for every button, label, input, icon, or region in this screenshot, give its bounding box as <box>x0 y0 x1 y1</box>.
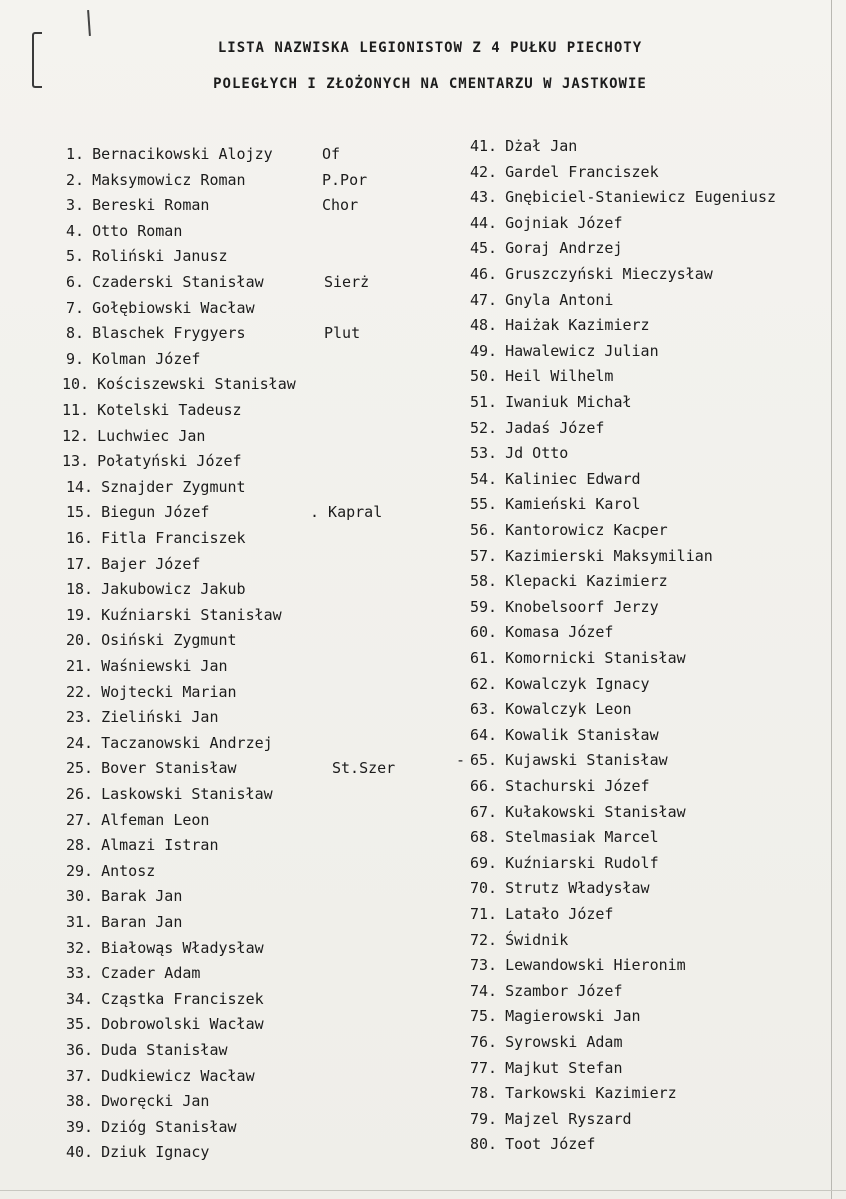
list-item <box>66 859 155 883</box>
list-item <box>66 833 219 857</box>
entry-number: 62. <box>470 675 498 693</box>
entry-name: Kowalczyk Leon <box>505 700 632 718</box>
list-item <box>66 244 228 268</box>
list-item <box>66 731 273 755</box>
list-item <box>66 296 255 320</box>
list-item <box>66 936 264 960</box>
entry-number: 49. <box>470 342 498 360</box>
entry-name: Kotelski Tadeusz <box>97 401 242 419</box>
entry-number: 33. <box>66 964 94 982</box>
entry-name: Knobelsoorf Jerzy <box>505 598 659 616</box>
list-item <box>470 1081 677 1105</box>
list-item <box>470 902 613 926</box>
list-item <box>66 526 246 550</box>
entry-number: 40. <box>66 1143 94 1161</box>
list-item <box>66 142 273 166</box>
entry-name: Czaderski Stanisław <box>92 273 264 291</box>
entry-name: Świdnik <box>505 931 569 949</box>
entry-name: Jd Otto <box>505 444 569 462</box>
entry-number: 10. <box>62 375 90 393</box>
entry-number: 19. <box>66 606 94 624</box>
entry-number: 35. <box>66 1015 94 1033</box>
entry-name: Jadaś Józef <box>505 419 605 437</box>
list-item <box>470 928 568 952</box>
list-item <box>470 595 659 619</box>
entry-number: 76. <box>470 1033 498 1051</box>
list-item <box>62 398 242 422</box>
entry-number: 47. <box>470 291 498 309</box>
entry-number: 21. <box>66 657 94 675</box>
rank-label: Of <box>322 145 341 163</box>
list-item <box>470 953 686 977</box>
entry-number: 65. <box>470 751 498 769</box>
entry-name: Gojniak Józef <box>505 214 623 232</box>
entry-number: 48. <box>470 316 498 334</box>
list-item <box>66 705 219 729</box>
entry-number: 61. <box>470 649 498 667</box>
list-item <box>470 339 659 363</box>
header-title-line1: LISTA NAZWISKA LEGIONISTOW Z 4 PUŁKU PIECHOTY <box>217 40 643 56</box>
list-item <box>66 577 246 601</box>
entry-name: Lewandowski Hieronim <box>505 956 686 974</box>
entry-number: 11. <box>62 401 90 419</box>
entry-number: 69. <box>470 854 498 872</box>
entry-name: Latało Józef <box>505 905 614 923</box>
entry-name: Komasa Józef <box>505 623 614 641</box>
entry-name: Kolman Józef <box>92 350 201 368</box>
list-item <box>66 961 200 985</box>
entry-name: Szambor Józef <box>505 982 623 1000</box>
list-item <box>470 1004 641 1028</box>
entry-number: 71. <box>470 905 498 923</box>
entry-number: 37. <box>66 1067 94 1085</box>
page-edge-right <box>831 0 832 1199</box>
entry-name: Blaschek Frygyers <box>92 324 246 342</box>
entry-number: 70. <box>470 879 498 897</box>
entry-name: Goraj Andrzej <box>505 239 623 257</box>
entry-name: Kantorowicz Kacper <box>505 521 668 539</box>
entry-name: Barak Jan <box>101 887 183 905</box>
entry-number: 46. <box>470 265 498 283</box>
list-item <box>470 569 668 593</box>
list-item <box>470 620 613 644</box>
entry-number: 80. <box>470 1135 498 1153</box>
entry-name: Magierowski Jan <box>505 1007 641 1025</box>
list-item <box>470 723 659 747</box>
list-item <box>66 1012 264 1036</box>
entry-number: 58. <box>470 572 498 590</box>
entry-number: 45. <box>470 239 498 257</box>
list-item <box>66 321 246 345</box>
entry-name: Kujawski Stanisław <box>505 751 668 769</box>
entry-name: Hawalewicz Julian <box>505 342 659 360</box>
entry-name: Heil Wilhelm <box>505 367 614 385</box>
entry-number: 26. <box>66 785 94 803</box>
entry-name: Wojtecki Marian <box>101 683 237 701</box>
entry-name: Gnębiciel-Staniewicz Eugeniusz <box>505 188 777 206</box>
rank-label: . Kapral <box>310 503 383 521</box>
entry-name: Tarkowski Kazimierz <box>505 1084 677 1102</box>
list-item <box>66 347 200 371</box>
entry-name: Sznajder Zygmunt <box>101 478 246 496</box>
rank-label: Sierż <box>324 273 370 291</box>
list-item <box>470 544 713 568</box>
list-item <box>470 467 641 491</box>
entry-number: 9. <box>66 350 85 368</box>
entry-number: 30. <box>66 887 94 905</box>
list-item <box>66 603 282 627</box>
entry-number: 16. <box>66 529 94 547</box>
entry-number: 67. <box>470 803 498 821</box>
entry-name: Strutz Władysław <box>505 879 650 897</box>
list-item <box>470 697 632 721</box>
entry-name: Toot Józef <box>505 1135 596 1153</box>
entry-number: 39. <box>66 1118 94 1136</box>
entry-name: Syrowski Adam <box>505 1033 623 1051</box>
entry-number: 55. <box>470 495 498 513</box>
entry-name: Gruszczyński Mieczysław <box>505 265 713 283</box>
entry-name: Luchwiec Jan <box>97 427 206 445</box>
entry-number: 18. <box>66 580 94 598</box>
list-item <box>66 1064 255 1088</box>
entry-name: Połatyński Józef <box>97 452 242 470</box>
entry-name: Komornicki Stanisław <box>505 649 686 667</box>
list-item <box>66 782 273 806</box>
list-item <box>66 219 182 243</box>
list-item <box>470 774 650 798</box>
list-item <box>66 168 246 192</box>
entry-number: 44. <box>470 214 498 232</box>
list-item <box>470 1056 623 1080</box>
entry-number: 68. <box>470 828 498 846</box>
list-item <box>66 1140 209 1164</box>
entry-name: Haiżak Kazimierz <box>505 316 650 334</box>
entry-number: 57. <box>470 547 498 565</box>
list-item <box>66 808 209 832</box>
entry-number: 25. <box>66 759 94 777</box>
entry-number: 20. <box>66 631 94 649</box>
list-item <box>470 288 613 312</box>
entry-number: 36. <box>66 1041 94 1059</box>
entry-name: Kuźniarski Stanisław <box>101 606 282 624</box>
entry-number: 8. <box>66 324 85 342</box>
entry-name: Gołębiowski Wacław <box>92 299 255 317</box>
list-item <box>66 987 264 1011</box>
list-item <box>470 313 650 337</box>
entry-name: Dobrowolski Wacław <box>101 1015 264 1033</box>
entry-name: Bajer Józef <box>101 555 201 573</box>
rank-label: Chor <box>322 196 359 214</box>
entry-number: 50. <box>470 367 498 385</box>
entry-name: Biegun Józef <box>101 503 210 521</box>
entry-number: 51. <box>470 393 498 411</box>
list-item <box>66 654 228 678</box>
entry-number: 54. <box>470 470 498 488</box>
entry-name: Kuźniarski Rudolf <box>505 854 659 872</box>
entry-number: 22. <box>66 683 94 701</box>
entry-name: Dziuk Ignacy <box>101 1143 210 1161</box>
list-item <box>66 680 237 704</box>
entry-name: Stelmasiak Marcel <box>505 828 659 846</box>
entry-number: 2. <box>66 171 85 189</box>
entry-number: 64. <box>470 726 498 744</box>
entry-name: Kazimierski Maksymilian <box>505 547 713 565</box>
entry-name: Dzióg Stanisław <box>101 1118 237 1136</box>
entry-name: Białowąs Władysław <box>101 939 264 957</box>
list-item <box>470 134 577 158</box>
list-item <box>62 424 205 448</box>
list-item <box>66 1038 228 1062</box>
entry-name: Kułakowski Stanisław <box>505 803 686 821</box>
list-item <box>470 492 641 516</box>
entry-number: 60. <box>470 623 498 641</box>
entry-name: Laskowski Stanisław <box>101 785 273 803</box>
entry-name: Roliński Janusz <box>92 247 228 265</box>
list-item <box>66 270 264 294</box>
entry-number: 23. <box>66 708 94 726</box>
entry-name: Dworęcki Jan <box>101 1092 210 1110</box>
entry-number: 56. <box>470 521 498 539</box>
list-item <box>66 884 182 908</box>
entry-name: Majzel Ryszard <box>505 1110 632 1128</box>
entry-name: Bernacikowski Alojzy <box>92 145 273 163</box>
list-item <box>456 748 668 772</box>
list-item <box>470 211 623 235</box>
entry-number: 17. <box>66 555 94 573</box>
entry-number: 14. <box>66 478 94 496</box>
list-item <box>470 364 613 388</box>
entry-number: 73. <box>470 956 498 974</box>
entry-number: 28. <box>66 836 94 854</box>
entry-name: Gardel Franciszek <box>505 163 659 181</box>
entry-name: Fitla Franciszek <box>101 529 246 547</box>
list-item <box>66 500 209 524</box>
list-item <box>66 910 182 934</box>
entry-name: Bover Stanisław <box>101 759 237 777</box>
list-item <box>66 1089 209 1113</box>
entry-name: Majkut Stefan <box>505 1059 623 1077</box>
entry-name: Gnyla Antoni <box>505 291 614 309</box>
entry-number: 5. <box>66 247 85 265</box>
entry-name: Waśniewski Jan <box>101 657 228 675</box>
margin-bracket-mark <box>32 32 42 88</box>
list-item <box>470 518 668 542</box>
entry-name: Kaliniec Edward <box>505 470 641 488</box>
pen-mark <box>87 10 91 36</box>
entry-number: 32. <box>66 939 94 957</box>
entry-number: 43. <box>470 188 498 206</box>
header-title-line2: POLEGŁYCH I ZŁOŻONYCH NA CMENTARZU W JASTKOWIE <box>213 76 647 92</box>
entry-number: 79. <box>470 1110 498 1128</box>
entry-number: 34. <box>66 990 94 1008</box>
entry-name: Duda Stanisław <box>101 1041 228 1059</box>
entry-name: Czader Adam <box>101 964 201 982</box>
rank-label: St.Szer <box>332 759 396 777</box>
entry-name: Alfeman Leon <box>101 811 210 829</box>
list-item <box>470 672 650 696</box>
list-item <box>470 236 623 260</box>
page-edge-bottom <box>0 1190 846 1191</box>
entry-name: Antosz <box>101 862 156 880</box>
entry-number: 52. <box>470 419 498 437</box>
list-item <box>470 825 659 849</box>
entry-name: Stachurski Józef <box>505 777 650 795</box>
list-item <box>470 646 686 670</box>
entry-number: 59. <box>470 598 498 616</box>
entry-name: Almazi Istran <box>101 836 219 854</box>
entry-name: Bereski Roman <box>92 196 210 214</box>
list-item <box>66 756 237 780</box>
entry-number: 7. <box>66 299 85 317</box>
entry-name: Zieliński Jan <box>101 708 219 726</box>
entry-number: 24. <box>66 734 94 752</box>
entry-name: Cząstka Franciszek <box>101 990 264 1008</box>
entry-name: Taczanowski Andrzej <box>101 734 273 752</box>
entry-number: 12. <box>62 427 90 445</box>
entry-number: 15. <box>66 503 94 521</box>
entry-name: Dżał Jan <box>505 137 578 155</box>
list-item <box>470 185 776 209</box>
list-item <box>470 441 568 465</box>
list-item <box>62 372 296 396</box>
entry-name: Klepacki Kazimierz <box>505 572 668 590</box>
entry-number: 27. <box>66 811 94 829</box>
list-item <box>470 416 604 440</box>
entry-number: 41. <box>470 137 498 155</box>
entry-name: Kowalik Stanisław <box>505 726 659 744</box>
list-item <box>470 979 623 1003</box>
list-item <box>470 262 713 286</box>
list-item <box>470 1030 623 1054</box>
entry-number: 38. <box>66 1092 94 1110</box>
entry-name: Osiński Zygmunt <box>101 631 237 649</box>
entry-number: 63. <box>470 700 498 718</box>
rank-label: Plut <box>324 324 361 342</box>
entry-number: 1. <box>66 145 85 163</box>
list-item <box>470 1132 595 1156</box>
list-item <box>62 449 242 473</box>
rank-label: P.Por <box>322 171 368 189</box>
entry-number: 66. <box>470 777 498 795</box>
entry-name: Kamieński Karol <box>505 495 641 513</box>
entry-name: Iwaniuk Michał <box>505 393 632 411</box>
entry-number: 3. <box>66 196 85 214</box>
entry-name: Kowalczyk Ignacy <box>505 675 650 693</box>
entry-number: 78. <box>470 1084 498 1102</box>
list-item <box>470 876 650 900</box>
entry-number: 31. <box>66 913 94 931</box>
entry-number: 6. <box>66 273 85 291</box>
entry-number: 72. <box>470 931 498 949</box>
entry-name: Baran Jan <box>101 913 183 931</box>
list-item <box>470 390 632 414</box>
list-item <box>66 552 200 576</box>
list-item <box>66 1115 237 1139</box>
entry-name: Maksymowicz Roman <box>92 171 246 189</box>
entry-number: 77. <box>470 1059 498 1077</box>
list-item <box>470 1107 632 1131</box>
entry-number: 75. <box>470 1007 498 1025</box>
list-item <box>66 475 246 499</box>
entry-name: Kościszewski Stanisław <box>97 375 296 393</box>
entry-name: Otto Roman <box>92 222 183 240</box>
entry-name: Jakubowicz Jakub <box>101 580 246 598</box>
entry-name: Dudkiewicz Wacław <box>101 1067 255 1085</box>
list-item <box>66 628 237 652</box>
entry-number: 4. <box>66 222 85 240</box>
list-item <box>470 160 659 184</box>
entry-mark: - <box>456 751 466 769</box>
list-item <box>470 800 686 824</box>
entry-number: 74. <box>470 982 498 1000</box>
list-item <box>470 851 659 875</box>
entry-number: 53. <box>470 444 498 462</box>
entry-number: 42. <box>470 163 498 181</box>
list-item <box>66 193 209 217</box>
entry-number: 29. <box>66 862 94 880</box>
entry-number: 13. <box>62 452 90 470</box>
